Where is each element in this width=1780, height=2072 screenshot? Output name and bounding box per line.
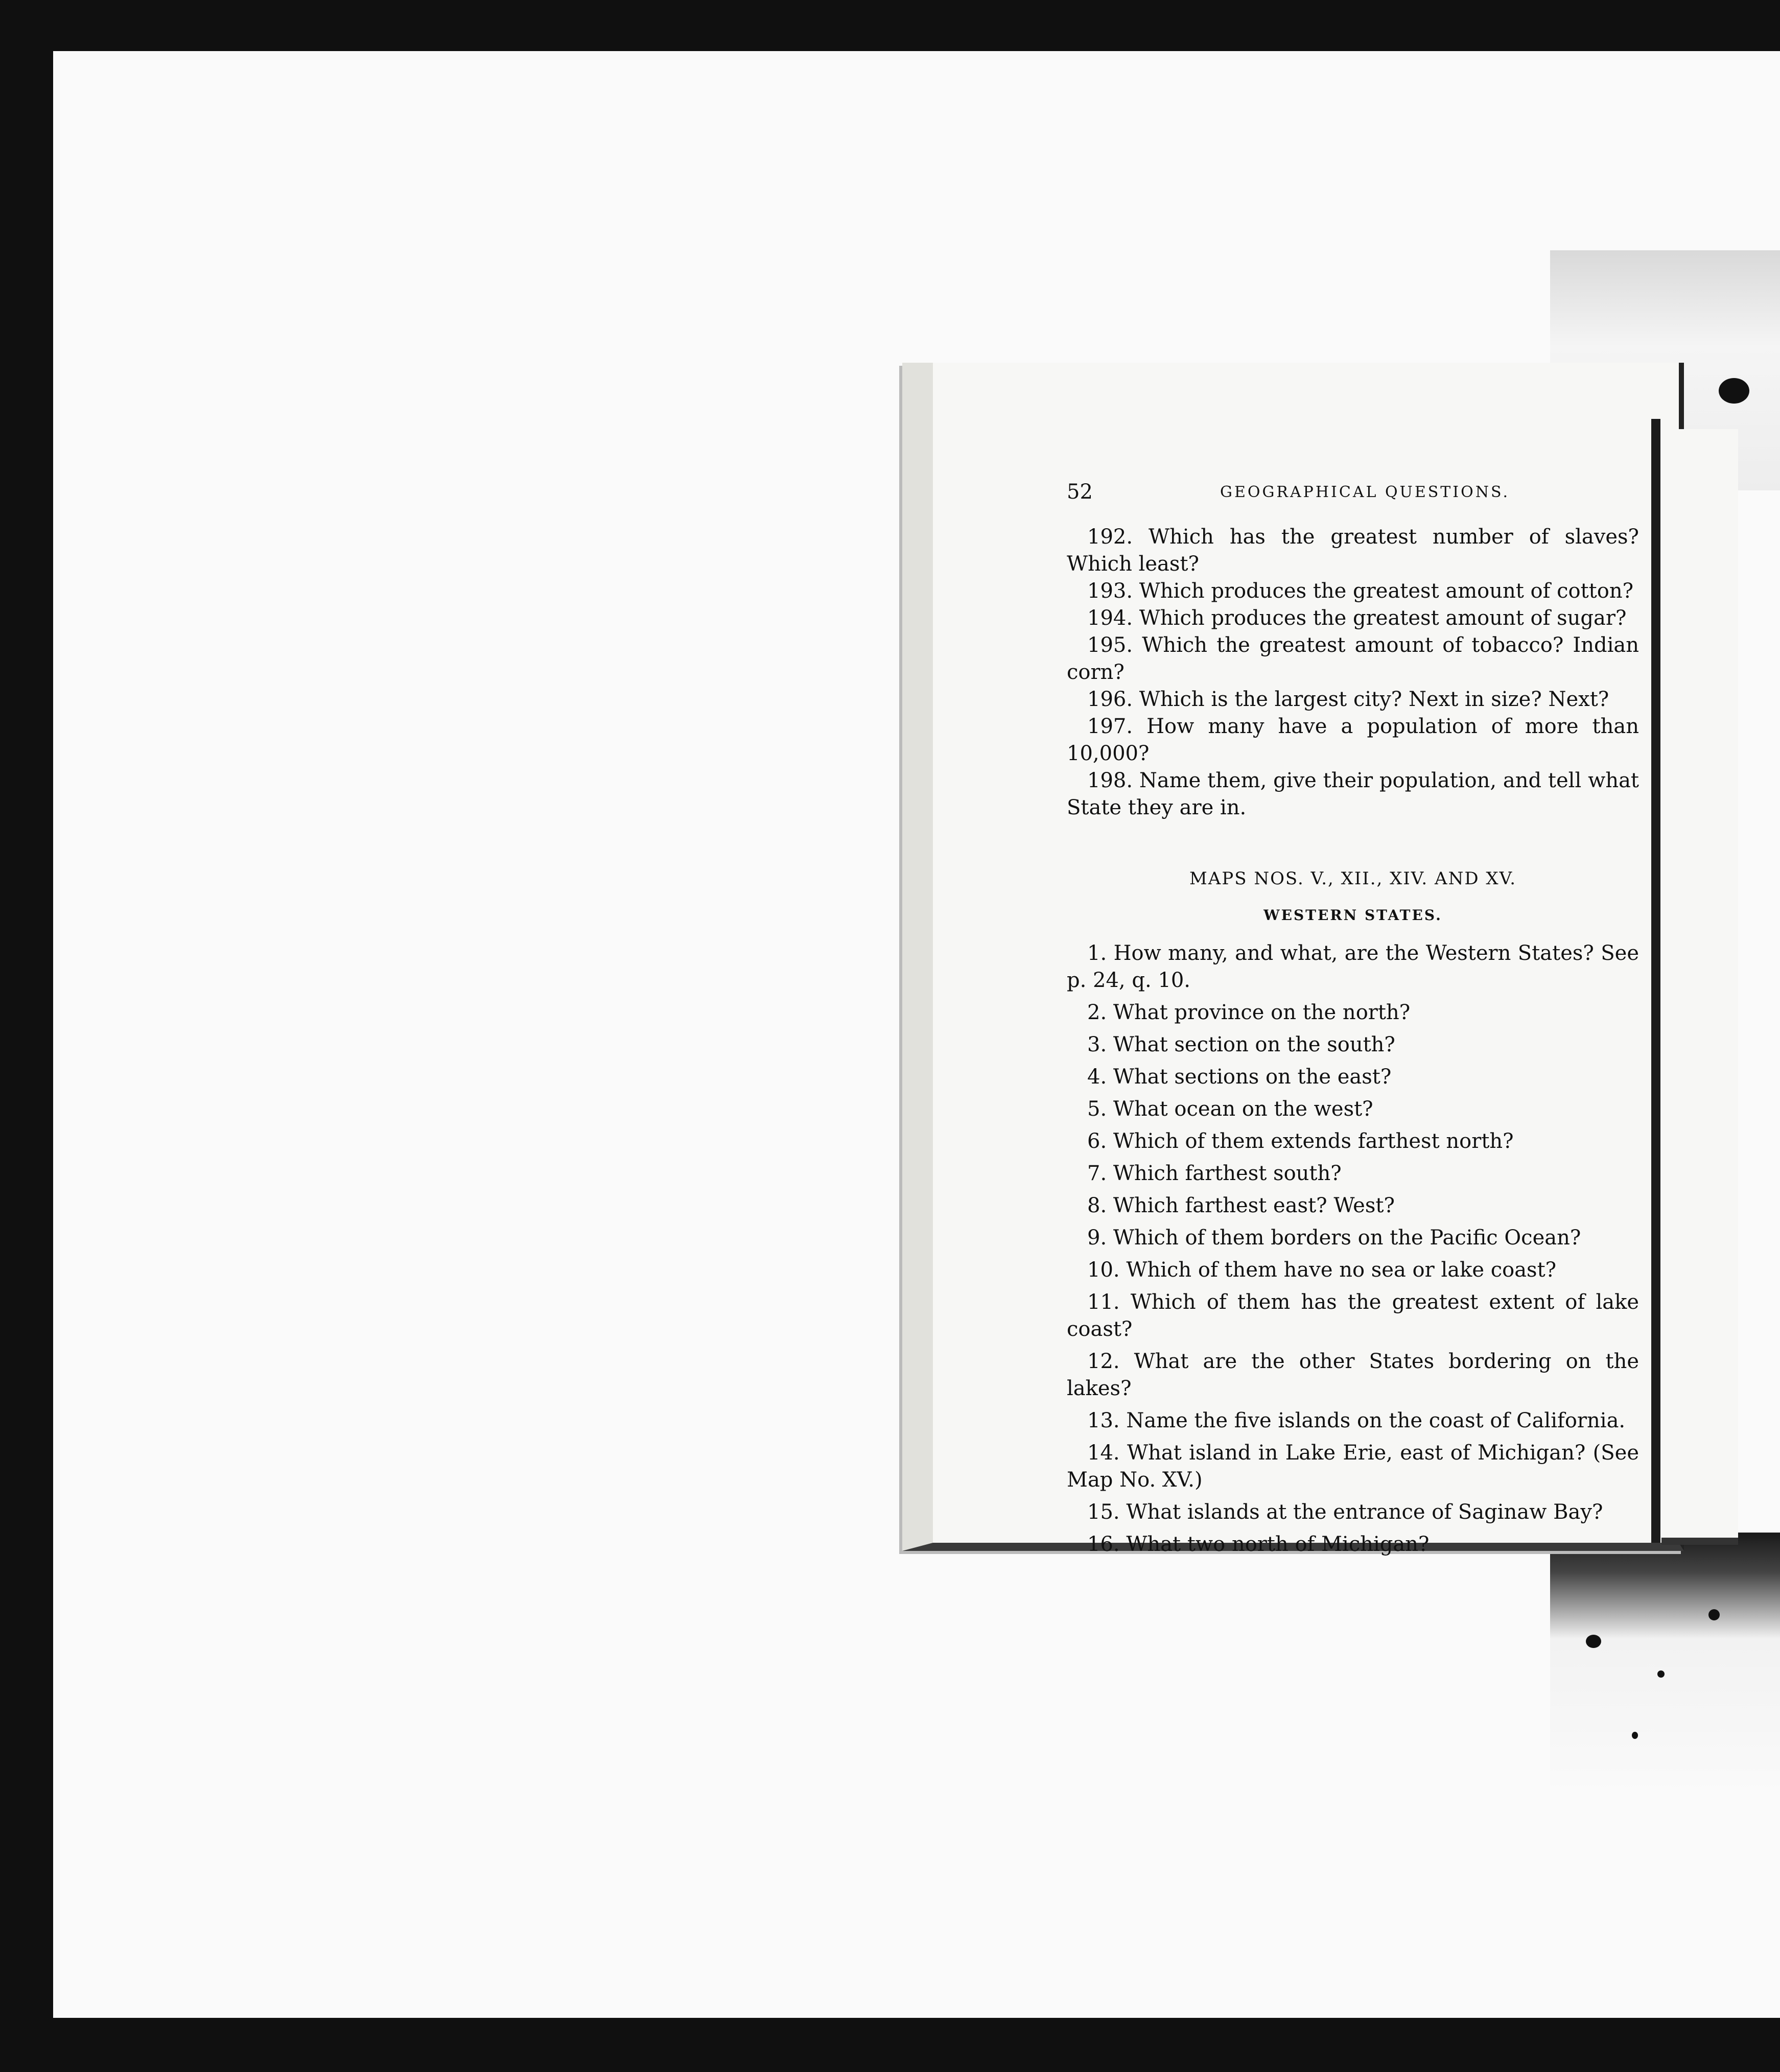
question-text: Which produces the greatest amount of cotton?	[1139, 579, 1634, 603]
question-number: 11.	[1087, 1290, 1131, 1314]
page-body	[1067, 524, 1639, 1563]
question-number: 3.	[1087, 1033, 1113, 1056]
question-item	[1067, 1064, 1639, 1091]
question-number: 197.	[1087, 715, 1147, 738]
question-text: What province on the north?	[1113, 1001, 1411, 1024]
ink-blot	[1586, 1635, 1601, 1648]
ink-blot	[1632, 1732, 1638, 1739]
question-number: 195.	[1087, 633, 1142, 657]
ink-blot	[1708, 1609, 1720, 1620]
question-text: How many, and what, are the Western States? See p. 24, q. 10.	[1067, 941, 1639, 992]
question-item	[1067, 1192, 1639, 1219]
question-text: Which is the largest city? Next in size? Next?	[1139, 688, 1609, 711]
question-text: Which of them borders on the Pacific Ocean?	[1113, 1226, 1581, 1250]
question-text: What islands at the entrance of Saginaw Bay?	[1126, 1500, 1603, 1524]
question-item	[1067, 1348, 1639, 1402]
question-number: 7.	[1087, 1162, 1113, 1185]
question-item	[1067, 686, 1639, 713]
question-number: 6.	[1087, 1129, 1113, 1153]
book-spine	[1651, 419, 1660, 1543]
question-number: 9.	[1087, 1226, 1113, 1250]
question-number: 2.	[1087, 1001, 1113, 1024]
question-number: 4.	[1087, 1065, 1113, 1089]
question-number: 196.	[1087, 688, 1139, 711]
page-header	[1067, 480, 1644, 511]
question-number: 10.	[1087, 1258, 1127, 1282]
ink-blot	[1719, 378, 1749, 404]
book-page-right	[1661, 429, 1738, 1545]
question-text: What sections on the east?	[1113, 1065, 1392, 1089]
question-number: 193.	[1087, 579, 1139, 603]
question-item	[1067, 632, 1639, 686]
question-item	[1067, 524, 1639, 578]
question-item	[1067, 1096, 1639, 1123]
running-head: GEOGRAPHICAL QUESTIONS.	[1220, 483, 1510, 501]
question-number: 15.	[1087, 1500, 1127, 1524]
ink-blot	[1657, 1670, 1665, 1678]
questions-list-a	[1067, 524, 1639, 821]
question-item	[1067, 1289, 1639, 1343]
question-number: 192.	[1087, 525, 1149, 549]
question-number: 5.	[1087, 1097, 1113, 1121]
question-number: 8.	[1087, 1194, 1113, 1217]
question-item	[1067, 1128, 1639, 1155]
question-number: 13.	[1087, 1409, 1127, 1432]
question-item	[1067, 713, 1639, 767]
question-text: Which of them has the greatest extent of lake coast?	[1067, 1290, 1639, 1341]
question-item	[1067, 999, 1639, 1026]
question-text: Which produces the greatest amount of sugar?	[1139, 606, 1627, 630]
question-number: 14.	[1087, 1441, 1127, 1465]
question-item	[1067, 605, 1639, 632]
question-text: What two north of Michigan?	[1126, 1533, 1430, 1556]
questions-list-b	[1067, 940, 1639, 1558]
question-text: What island in Lake Erie, east of Michigan? (See Map No. XV.)	[1067, 1441, 1639, 1492]
page-number: 52	[1067, 480, 1093, 504]
question-number: 1.	[1087, 941, 1114, 965]
question-number: 198.	[1087, 769, 1139, 792]
question-item	[1067, 1407, 1639, 1434]
question-text: Which of them have no sea or lake coast?	[1126, 1258, 1557, 1282]
question-item	[1067, 1440, 1639, 1494]
question-text: What section on the south?	[1113, 1033, 1395, 1056]
question-item	[1067, 940, 1639, 994]
question-item	[1067, 1225, 1639, 1252]
question-number: 16.	[1087, 1533, 1127, 1556]
question-text: Which farthest south?	[1113, 1162, 1342, 1185]
section-heading: MAPS NOS. V., XII., XIV. AND XV.	[1189, 868, 1517, 889]
question-text: Which farthest east? West?	[1113, 1194, 1395, 1217]
question-item	[1067, 1031, 1639, 1058]
question-text: How many have a population of more than 10,000?	[1067, 715, 1639, 765]
question-item	[1067, 1531, 1639, 1558]
question-text: What are the other States bordering on the lakes?	[1067, 1350, 1639, 1400]
question-text: Which the greatest amount of tobacco? Indian corn?	[1067, 633, 1640, 684]
binding-gutter-bottom	[1550, 1533, 1780, 1798]
section-subheading: WESTERN STATES.	[1263, 907, 1442, 924]
question-text: Name the five islands on the coast of California.	[1126, 1409, 1626, 1432]
question-item	[1067, 767, 1639, 821]
question-text: Which of them extends farthest north?	[1113, 1129, 1514, 1153]
question-item	[1067, 1499, 1639, 1526]
question-item	[1067, 1257, 1639, 1284]
question-item	[1067, 1160, 1639, 1187]
question-text: Which has the greatest number of slaves? Which least?	[1067, 525, 1639, 576]
question-number: 194.	[1087, 606, 1139, 630]
question-text: Name them, give their population, and tell what State they are in.	[1067, 769, 1639, 819]
question-text: What ocean on the west?	[1113, 1097, 1373, 1121]
question-number: 12.	[1087, 1350, 1134, 1373]
question-item	[1067, 578, 1639, 605]
